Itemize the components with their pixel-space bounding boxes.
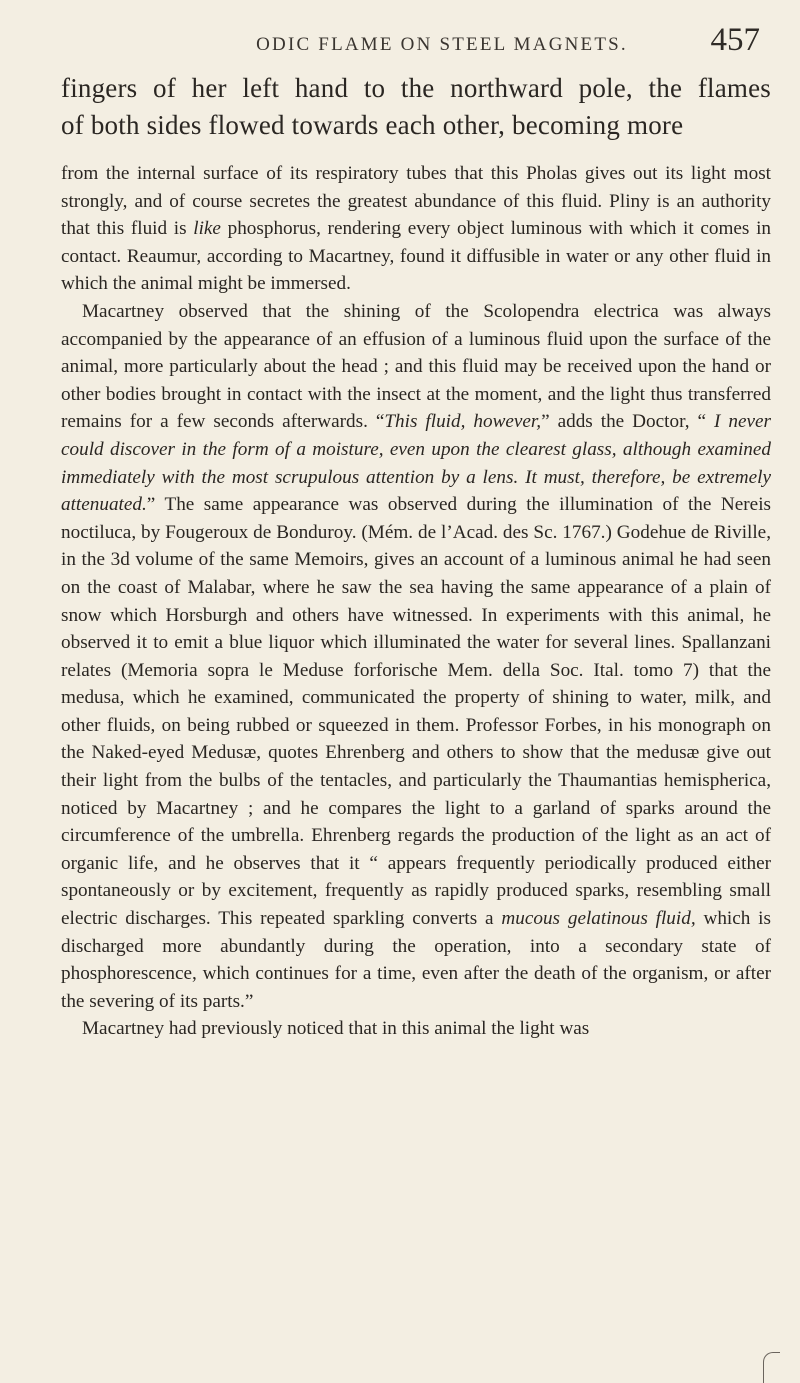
running-head — [62, 16, 760, 60]
p1-text-end: phosphorus, rendering every object luminous with which it comes in contact. Reaumur, according to Macartney, found it diffusible in water or any other fluid in which the animal might be immersed. — [61, 218, 772, 295]
paragraph-macartney — [61, 298, 771, 1015]
continued-sentence — [61, 70, 771, 144]
running-title: ODIC FLAME ON STEEL MAGNETS. — [256, 34, 628, 55]
p2-text-b: ” adds the Doctor, “ — [541, 411, 714, 433]
p2-italic-2: I never could discover in the form of a moisture, even upon the clearest glass, although examined immediately with the most scrupulous attention by a lens. It must, therefore, be extremely attenuated. — [61, 411, 771, 516]
body-text — [61, 70, 771, 1043]
page-number: 457 — [710, 22, 760, 58]
paragraph-final: Macartney had previously noticed that in this animal the light was — [82, 1018, 590, 1040]
lead-line-2: of both sides flowed towards each other, becoming more — [61, 110, 684, 140]
p2-italic-1: This fluid, however, — [384, 411, 542, 433]
p2-italic-3: mucous gelatinous fluid, — [501, 908, 696, 930]
p2-text-c: ” The same appearance was observed during the illumination of the Nereis noctiluca, by Fougeroux de Bonduroy. (Mém. de l’Acad. des Sc. 1767.) Godehue de Riville, in the 3d volume of the same Memoirs, gives an account of a luminous animal he had seen on the coast of Malabar, where he saw the sea having the same appearance of a plain of snow which Horsburgh and others have witnessed. In experiments with this animal, he observed it to emit a blue liquor which illuminated the water for several lines. Spallanzani relates (Memoria sopra le Meduse forforische Mem. della Soc. Ital. tomo 7) that the medusa, which he examined, communicated the property of shining to water, milk, and other fluids, on being rubbed or squeezed in them. Professor Forbes, in his monograph on the Naked-eyed Medusæ, quotes Ehrenberg and others to show that the medusæ give out their light from the bulbs of the tentacles, and particularly the Thaumantias hemispherica, noticed by Macartney ; and he compares the light to a garland of sparks around the circumference of the umbrella. Ehrenberg regards the production of the light as an act of organic life, and he observes that it “ appears frequently periodically produced either spontaneously or by excitement, frequently as rapidly produced sparks, resembling small electric discharges. This repeated sparkling converts a — [61, 494, 771, 930]
lead-line-1: fingers of her left hand to the northward pole, the flames — [61, 73, 771, 103]
paragraph-pholas — [61, 160, 771, 298]
p1-italic: like — [193, 218, 221, 240]
p2-text-d: which is discharged more abundantly during the operation, into a secondary state of phosphorescence, which continues for a time, even after the death of the organism, or after the severing of its parts.” — [61, 908, 771, 1012]
corner-mark — [763, 1352, 780, 1383]
p1-text: from the internal surface of its respiratory tubes that this Pholas gives out its light most strongly, and of course secretes the greatest abundance of this fluid. Pliny is an authority that this fluid is — [61, 163, 771, 240]
p2-text-a: Macartney observed that the shining of the Scolopendra electrica was always accompanied by the appearance of an effusion of a luminous fluid upon the surface of the animal, more particularly about the head ; and this fluid may be received upon the hand or other bodies brought in contact with the insect at the moment, and the light thus transferred remains for a few seconds afterwards. “ — [61, 300, 771, 433]
